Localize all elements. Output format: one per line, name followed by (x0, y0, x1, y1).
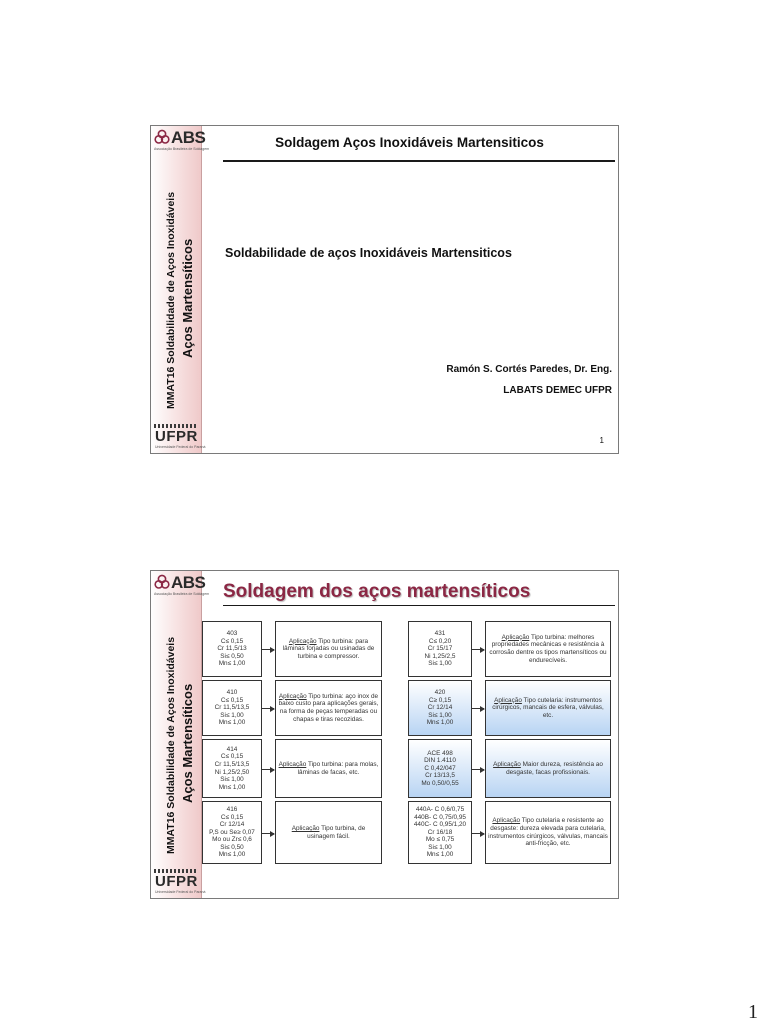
application-text: Tipo turbina: para lâminas forjadas ou usinadas de turbina e compressor. (282, 637, 375, 660)
ufpr-logo (153, 424, 206, 450)
application-text: Tipo turbina, de usinagem fácil. (307, 824, 366, 840)
slide-subtitle: Soldabilidade de aços Inoxidáveis Martensiticos (225, 246, 512, 260)
arrow-connector (472, 649, 484, 650)
composition-line: Cr 15/17 (427, 645, 453, 653)
slide-title: Soldagem Aços Inoxidáveis Martensiticos (275, 135, 544, 150)
title-divider (223, 160, 615, 162)
application-label: Aplicação (291, 824, 320, 832)
composition-line: C≥ 0,15 (428, 696, 452, 704)
composition-line: 416 (226, 805, 238, 813)
application-paragraph (278, 693, 379, 723)
application-label: Aplicação (492, 817, 521, 825)
ufpr-logo-text: UFPR (155, 428, 198, 445)
composition-line: P,S ou Se≥ 0,07 (209, 828, 255, 836)
application-paragraph (278, 638, 379, 661)
composition-line: Mn≤ 1,00 (218, 660, 246, 668)
composition-line: 414 (226, 745, 238, 753)
grade-composition-box (202, 621, 262, 677)
application-text: Tipo turbina: aço inox de baixo custo para aplicações gerais, na forma de peças temperadas ou chapas e tiras recozidas. (278, 692, 379, 723)
application-paragraph (278, 825, 379, 840)
composition-line: Si≤ 0,50 (220, 652, 244, 660)
title-divider (223, 605, 615, 606)
composition-line: Cr 13/13,5 (425, 772, 455, 780)
abs-logo-icon (154, 129, 170, 145)
composition-line: C≤ 0,15 (220, 696, 244, 704)
arrow-connector (262, 708, 274, 709)
composition-line: ACE 498 (427, 749, 453, 757)
composition-line: C≤ 0,15 (220, 813, 244, 821)
ufpr-logo-text: UFPR (155, 873, 198, 890)
abs-logo-text: ABS (171, 128, 206, 147)
composition-line: Si≤ 1,00 (220, 776, 244, 784)
application-box (275, 621, 382, 677)
application-box (275, 739, 382, 798)
grade-composition-box (202, 739, 262, 798)
composition-line: Si≤ 1,00 (220, 711, 244, 719)
slide-page-number: 1 (599, 436, 604, 445)
abs-logo-subtitle: Associação Brasileira de Soldagem (154, 147, 210, 151)
application-paragraph (278, 761, 379, 776)
application-box (485, 739, 611, 798)
composition-line: Si≤ 0,50 (220, 843, 244, 851)
page-number: 1 (748, 1001, 758, 1023)
composition-line: DIN 1.4110 (424, 757, 456, 765)
composition-line: 440C- C 0,95/1,20 (413, 821, 467, 829)
ufpr-logo-subtitle: Universidade Federal do Paraná (155, 890, 206, 894)
application-label: Aplicação (278, 760, 307, 768)
application-paragraph (488, 697, 608, 720)
composition-line: Mo ≤ 0,75 (425, 836, 455, 844)
composition-line: C≤ 0,20 (428, 637, 452, 645)
composition-line: Cr 12/14 (427, 704, 453, 712)
arrow-connector (472, 708, 484, 709)
grade-composition-box (202, 680, 262, 736)
application-box (485, 621, 611, 677)
composition-line: Cr 16/18 (427, 828, 453, 836)
composition-line: 403 (226, 630, 238, 638)
composition-line: Cr 11,5/13,5 (214, 760, 250, 768)
slide-sidebar: ABS Associação Brasileira de Soldagem MMAT16 Soldabilidade de Aços Inoxidáveis Aços Martensíticos UFPR Universidade Federal do Paraná (151, 571, 202, 898)
composition-line: Mn≤ 1,00 (218, 719, 246, 727)
abs-logo-text: ABS (171, 573, 206, 592)
composition-line: Mn≤ 1,00 (218, 783, 246, 791)
application-box (485, 680, 611, 736)
abs-logo (154, 128, 210, 152)
author-name: Ramón S. Cortés Paredes, Dr. Eng. (446, 364, 612, 375)
application-label: Aplicação (494, 696, 522, 704)
composition-line: Ni 1,25/2,5 (424, 652, 456, 660)
slide-title: Soldagem dos aços martensíticos (223, 581, 531, 602)
composition-line: 431 (434, 630, 446, 638)
application-box (275, 680, 382, 736)
grade-composition-box (408, 621, 472, 677)
application-paragraph (488, 634, 608, 664)
composition-line: 440A- C 0,6/0,75 (415, 805, 465, 813)
composition-line: 410 (226, 689, 238, 697)
composition-line: Mo 0,50/0,55 (421, 779, 459, 787)
application-text: Maior dureza, resistência ao desgaste, facas profissionais. (506, 760, 603, 776)
arrow-connector (262, 769, 274, 770)
composition-line: Ni 1,25/2,50 (214, 768, 250, 776)
arrow-connector (472, 833, 484, 834)
arrow-connector (262, 833, 274, 834)
application-box (485, 801, 611, 864)
application-label: Aplicação (288, 637, 317, 645)
grade-composition-box (408, 739, 472, 798)
grade-composition-box (202, 801, 262, 864)
slide-sidebar: ABS Associação Brasileira de Soldagem MMAT16 Soldabilidade de Aços Inoxidáveis Aços Martensíticos UFPR Universidade Federal do Paraná (151, 126, 202, 453)
abs-logo-icon (154, 574, 170, 590)
lab-name: LABATS DEMEC UFPR (503, 385, 612, 396)
arrow-connector (262, 649, 274, 650)
ufpr-logo (153, 869, 206, 895)
slide-1 (150, 125, 619, 454)
application-label: Aplicação (501, 633, 530, 641)
composition-line: Cr 11,5/13,5 (214, 704, 250, 712)
arrow-connector (472, 769, 484, 770)
application-text: Tipo cutelaria: instrumentos cirúrgicos, mancais de esfera, válvulas, etc. (492, 696, 604, 719)
composition-line: C 0,42/047 (424, 764, 456, 772)
composition-line: Cr 11,5/13 (217, 645, 247, 653)
composition-line: Si≤ 1,00 (428, 843, 452, 851)
application-label: Aplicação (493, 760, 521, 768)
grade-composition-box (408, 680, 472, 736)
composition-line: 440B- C 0,75/0,95 (414, 813, 466, 821)
grade-composition-box (408, 801, 472, 864)
application-paragraph (488, 761, 608, 776)
composition-line: Si≤ 1,00 (428, 660, 452, 668)
application-label: Aplicação (278, 692, 307, 700)
composition-line: Mn≤ 1,00 (426, 851, 454, 859)
composition-line: Cr 12/14 (219, 821, 245, 829)
composition-line: Si≤ 1,00 (428, 711, 452, 719)
application-text: Tipo turbina: para molas, lâminas de facas, etc. (297, 760, 379, 776)
composition-line: Mn≤ 1,00 (218, 851, 246, 859)
composition-line: Mo ou Zr≤ 0,6 (212, 836, 252, 844)
application-text: Tipo turbina: melhores propriedades mecânicas e resistência à corrosão dentre os tipos martensíticos ou endurecíveis. (489, 633, 607, 664)
slide-2 (150, 570, 619, 899)
abs-logo (154, 573, 210, 597)
ufpr-logo-subtitle: Universidade Federal do Paraná (155, 445, 206, 449)
composition-line: C≤ 0,15 (220, 637, 244, 645)
abs-logo-subtitle: Associação Brasileira de Soldagem (154, 592, 210, 596)
composition-line: Mn≤ 1,00 (426, 719, 454, 727)
application-box (275, 801, 382, 864)
composition-line: C≤ 0,15 (220, 753, 244, 761)
application-paragraph (488, 817, 608, 847)
application-text: Tipo cutelaria e resistente ao desgaste: dureza elevada para cutelaria, instrumentos cirúrgicos, válvulas, mancais anti-fricção, etc. (488, 817, 608, 848)
composition-line: 420 (434, 689, 446, 697)
